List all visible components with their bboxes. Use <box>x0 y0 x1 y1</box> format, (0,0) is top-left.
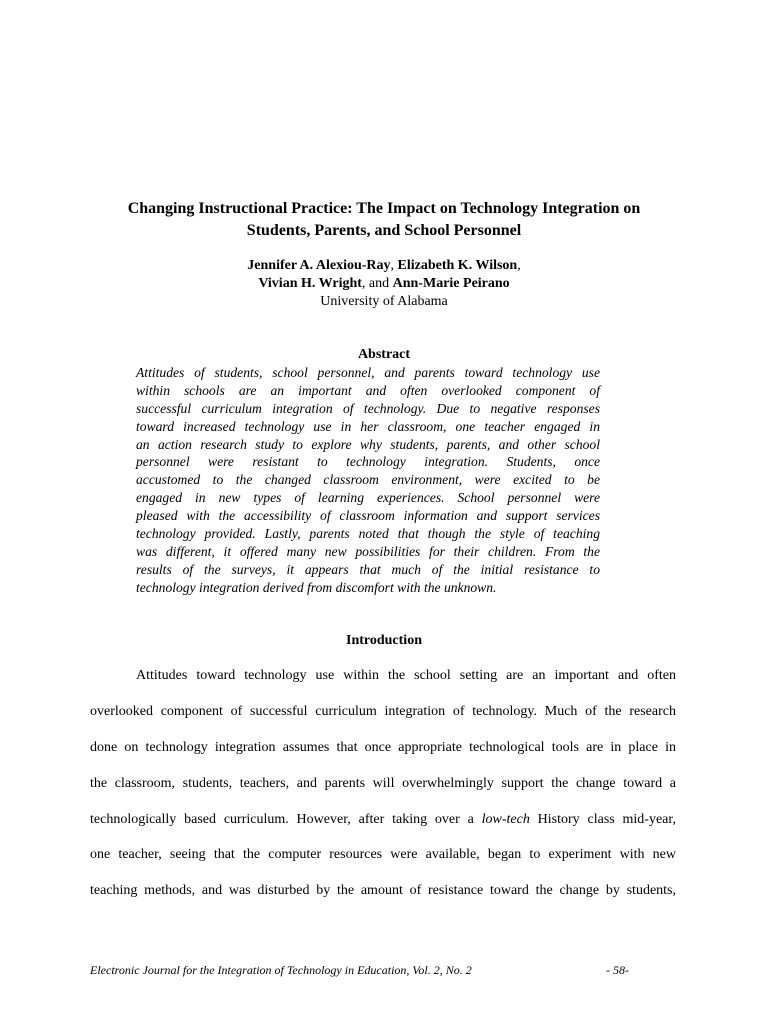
title-line-1: Changing Instructional Practice: The Impact on Technology Integration on <box>127 200 641 217</box>
author-separator: , <box>390 258 398 273</box>
introduction-line: done on technology integration assumes that once appropriate technological tools are in place in <box>90 739 676 755</box>
footer-journal: Electronic Journal for the Integration of Technology in Education, Vol. 2, No. 2 <box>90 963 472 977</box>
abstract-body <box>136 364 600 597</box>
introduction-body <box>90 664 676 915</box>
author-name: Jennifer A. Alexiou-Ray <box>247 258 391 273</box>
author-separator: , and <box>361 276 393 291</box>
introduction-line: the classroom, students, teachers, and parents will overwhelmingly support the change toward a <box>90 775 676 791</box>
title-line-2: Students, Parents, and School Personnel <box>246 222 522 239</box>
abstract-heading: Abstract <box>357 347 411 362</box>
introduction-line: one teacher, seeing that the computer resources were available, began to experiment with new <box>90 847 676 863</box>
abstract-line: results of the surveys, it appears that much of the initial resistance to <box>136 561 600 577</box>
author-name: Vivian H. Wright <box>258 276 362 291</box>
abstract-line: technology provided. Lastly, parents noted that though the style of teaching <box>136 526 600 542</box>
footer-page-number: - 58- <box>606 963 629 977</box>
abstract-line: pleased with the accessibility of classroom information and support services <box>136 508 600 524</box>
introduction-text: technologically based curriculum. However, after taking over a <box>90 811 482 827</box>
abstract-line: an action research study to explore why students, parents, and other school <box>136 436 600 452</box>
introduction-emphasis: low-tech <box>481 811 530 827</box>
abstract-line: toward increased technology use in her classroom, one teacher engaged in <box>136 418 600 434</box>
author-name: Ann-Marie Peirano <box>392 276 510 291</box>
abstract-line: engaged in new types of learning experiences. School personnel were <box>136 490 600 506</box>
author-line-1 <box>60 257 708 275</box>
abstract-line: technology integration derived from discomfort with the unknown. <box>136 579 497 595</box>
abstract-line: Attitudes of students, school personnel, and parents toward technology use <box>136 365 600 380</box>
paper-title <box>60 198 708 242</box>
introduction-line <box>90 808 676 844</box>
author-affiliation: University of Alabama <box>320 294 448 309</box>
abstract-line: was different, it offered many new possibilities for their children. From the <box>136 543 600 559</box>
introduction-text: History class mid-year, <box>529 811 677 827</box>
introduction-line: Attitudes toward technology use within the school setting are an important and often <box>136 668 676 683</box>
introduction-line: teaching methods, and was disturbed by the amount of resistance toward the change by students, <box>90 883 676 899</box>
author-separator: , <box>517 258 521 273</box>
author-block <box>60 257 708 311</box>
introduction-line: overlooked component of successful curriculum integration of technology. Much of the research <box>90 703 676 719</box>
abstract-line: within schools are an important and often overlooked component of <box>136 382 600 398</box>
introduction-heading: Introduction <box>346 633 422 648</box>
abstract-line: successful curriculum integration of technology. Due to negative responses <box>136 400 600 416</box>
author-line-2 <box>60 275 708 293</box>
abstract-line: personnel were resistant to technology integration. Students, once <box>136 454 600 470</box>
abstract-line: accustomed to the changed classroom environment, were excited to be <box>136 472 600 488</box>
author-name: Elizabeth K. Wilson <box>397 258 518 273</box>
